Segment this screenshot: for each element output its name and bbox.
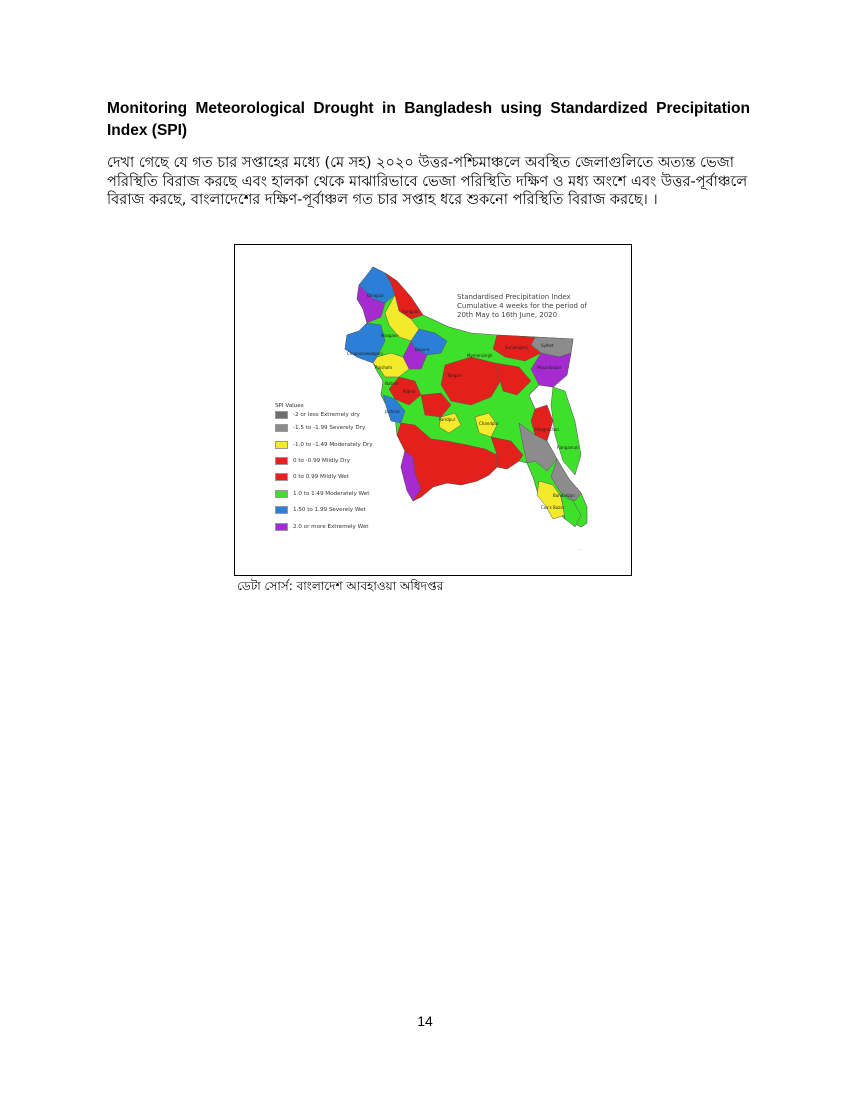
- legend-label: 0 to 0.99 Mildly Wet: [293, 474, 349, 481]
- legend-label: -1.5 to -1.99 Severely Dry: [293, 425, 366, 432]
- svg-text:Chapainawabganj: Chapainawabganj: [347, 351, 383, 356]
- legend-swatch: [275, 424, 288, 432]
- svg-text:Natore: Natore: [385, 381, 399, 386]
- page-heading: Monitoring Meteorological Drought in Bangladesh using Standardized Precipitation Index (SPI): [107, 100, 750, 139]
- legend-item: [275, 436, 373, 452]
- svg-text:Naogaon: Naogaon: [381, 333, 399, 338]
- legend-item: [275, 410, 373, 420]
- legend-item: [275, 486, 373, 502]
- legend-swatch: [275, 411, 288, 419]
- legend-item: [275, 518, 373, 534]
- map-title-line: Standardised Precipitation Index: [457, 293, 571, 301]
- legend-item: [275, 453, 373, 469]
- legend-swatch: [275, 441, 288, 449]
- svg-text:Faridpur: Faridpur: [439, 417, 456, 422]
- legend-swatch: [275, 506, 288, 514]
- page-number: 14: [417, 1013, 433, 1029]
- svg-text:Tangail: Tangail: [447, 373, 461, 378]
- legend-label: 0 to -0.99 Mildly Dry: [293, 457, 351, 464]
- spi-map-figure: [234, 244, 632, 576]
- svg-text:·: ·: [579, 547, 581, 552]
- svg-text:Rajshahi: Rajshahi: [375, 365, 392, 370]
- map-title-line: Cumulative 4 weeks for the period of: [457, 302, 587, 310]
- legend-swatch: [275, 473, 288, 481]
- map-title: [457, 293, 617, 320]
- legend-label: -2 or less Extremely dry: [293, 412, 360, 418]
- legend-label: 1.50 to 1.99 Severely Wet: [293, 507, 366, 514]
- legend-item: [275, 469, 373, 485]
- legend-label: 2.0 or more Extremely Wet: [293, 523, 369, 530]
- svg-text:Rangpur: Rangpur: [402, 309, 419, 314]
- svg-text:Sylhet: Sylhet: [541, 343, 554, 348]
- svg-text:Chandpur: Chandpur: [479, 421, 499, 426]
- legend-label: 1.0 to 1.49 Moderately Wet: [293, 490, 370, 497]
- svg-text:Moulvibazar: Moulvibazar: [537, 365, 562, 370]
- svg-text:Mymensingh: Mymensingh: [467, 353, 493, 358]
- svg-text:Bandarban: Bandarban: [553, 493, 575, 498]
- legend-label: -1.0 to -1.49 Moderately Dry: [293, 441, 373, 448]
- body-paragraph: দেখা গেছে যে গত চার সপ্তাহের মধ্যে (মে সহ) ২০২০ উত্তর-পশ্চিমাঞ্চলে অবস্থিত জেলাগুলিতে অত্যন্ত ভেজা পরিস্থিতি বিরাজ করছে এবং হালকা থেকে মাঝারিভাবে ভেজা পরিস্থিতি দক্ষিণ ও মধ্য অংশে এবং উত্তর-পূর্বাঞ্চলে বিরাজ করছে, বাংলাদেশের দক্ষিণ-পূর্বাঞ্চল গত চার সপ্তাহ ধরে শুকনো পরিস্থিতি বিরাজ করছে। ।: [107, 155, 748, 208]
- legend-swatch: [275, 457, 288, 465]
- legend-item: [275, 502, 373, 518]
- svg-text:Cox's Bazar: Cox's Bazar: [541, 505, 565, 510]
- svg-text:Pabna: Pabna: [403, 389, 416, 394]
- svg-text:Rangamati: Rangamati: [557, 445, 579, 450]
- spi-legend: [275, 403, 373, 535]
- svg-text:Jashore: Jashore: [385, 409, 400, 414]
- legend-title: SPI Values: [275, 403, 304, 409]
- figure-caption: ডেটা সোর্স: বাংলাদেশ আবহাওয়া অধিদপ্তর: [237, 579, 444, 593]
- legend-swatch: [275, 490, 288, 498]
- svg-text:Bogura: Bogura: [415, 347, 430, 352]
- svg-text:Sunamganj: Sunamganj: [505, 345, 528, 350]
- svg-text:Dinajpur: Dinajpur: [367, 293, 385, 298]
- legend-item: [275, 420, 373, 436]
- svg-text:Khagrachari: Khagrachari: [535, 427, 560, 432]
- legend-swatch: [275, 523, 288, 531]
- map-title-line: 20th May to 16th June, 2020: [457, 311, 558, 319]
